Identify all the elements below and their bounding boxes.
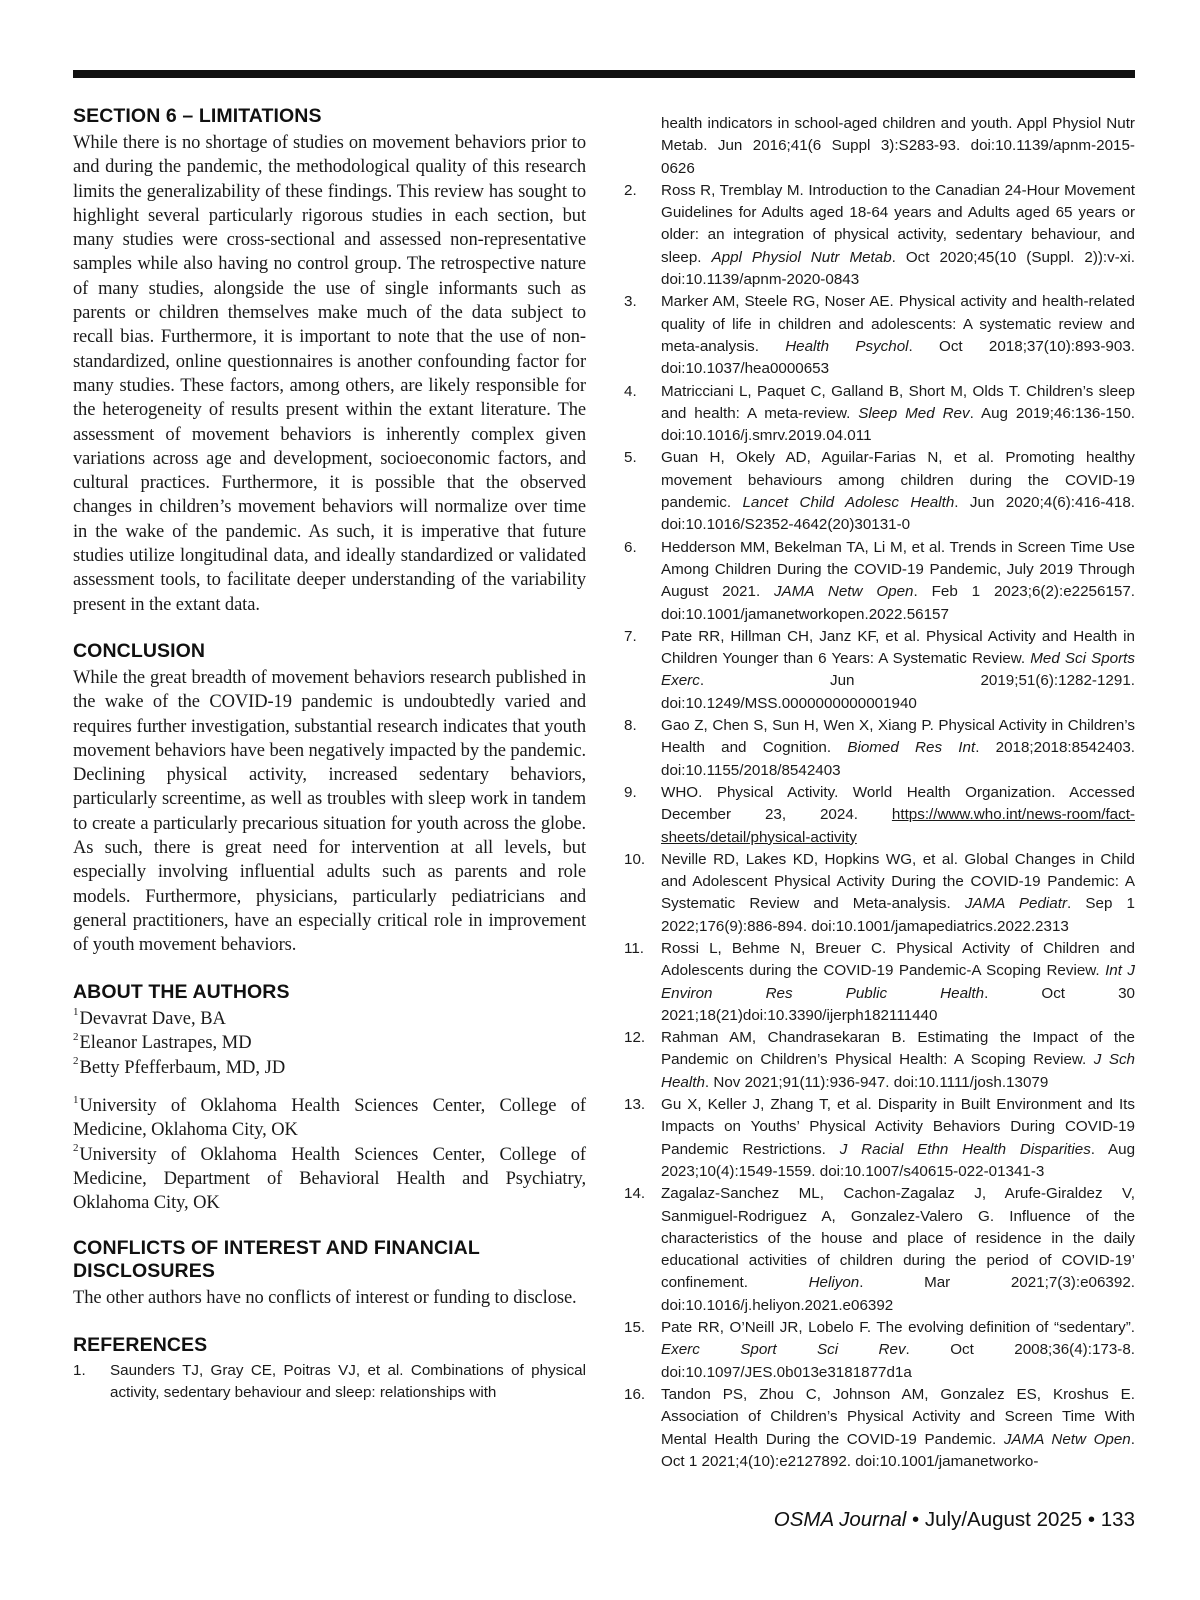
- right-column: [624, 113, 1135, 1473]
- author-2: $^2$Eleanor Lastrapes, MD: [73, 1030, 252, 1053]
- limitations-heading: SECTION 6 – LIMITATIONS: [73, 105, 322, 127]
- footer-bullet: •: [1087, 1508, 1096, 1531]
- reference-item: 7. Pate RR, Hillman CH, Janz KF, et al. Physical Activity and Health in Children Younger than 6 Years: A Systematic Review. Med Sci Sports Exerc. Jun 2019;51(6):1282-1291. doi:10.1249/MSS.0000000000001940: [624, 627, 1135, 712]
- reference-1-continued: health indicators in school-aged children and youth. Appl Physiol Nutr Metab. Jun 2016;41(6 Suppl 3):S283-93. doi:10.1139/apnm-2015-0626: [661, 115, 1135, 177]
- reference-item: 15. Pate RR, O’Neill JR, Lobelo F. The evolving definition of “sedentary”. Exerc Sport Sci Rev. Oct 2008;36(4):173-8. doi:10.1097/JES.0b013e3181877d1a: [624, 1319, 1136, 1381]
- reference-item: 12. Rahman AM, Chandrasekaran B. Estimating the Impact of the Pandemic on Children’s Physical Health: A Scoping Review. J Sch Health. Nov 2021;91(11):936-947. doi:10.1111/josh.13079: [624, 1029, 1135, 1091]
- reference-list: [624, 180, 1135, 1473]
- conclusion-heading: CONCLUSION: [73, 639, 206, 662]
- reference-link[interactable]: https://www.who.int/news-room/fact-sheets/detail/physical-activity: [661, 806, 1135, 846]
- footer-issue: July/August 2025: [924, 1508, 1083, 1531]
- affiliation-1: $^1$University of Oklahoma Health Sciences Center, College of Medicine, Oklahoma City, OK: [73, 1093, 586, 1141]
- conflicts-heading: CONFLICTS OF INTEREST AND FINANCIAL DISCLOSURES: [73, 1237, 480, 1283]
- reference-item: 4. Matricciani L, Paquet C, Galland B, Short M, Olds T. Children’s sleep and health: A meta-review. Sleep Med Rev. Aug 2019;46:136-150. doi:10.1016/j.smrv.2019.04.011: [624, 382, 1135, 445]
- author-1: $^1$Devavrat Dave, BA: [73, 1006, 226, 1029]
- reference-item: 2. Ross R, Tremblay M. Introduction to the Canadian 24-Hour Movement Guidelines for Adults aged 18-64 years and Adults aged 65 years or older: an integration of physical activity, sedentary behaviour, and sleep. Appl Physiol Nutr Metab. Oct 2020;45(10 (Suppl. 2)):v-xi. doi:10.1139/apnm-2020-0843: [624, 181, 1135, 289]
- reference-1-start: 1. Saunders TJ, Gray CE, Poitras VJ, et al. Combinations of physical activity, sedentary behaviour and sleep: relationships with: [73, 1361, 586, 1402]
- top-rule: [73, 70, 1135, 78]
- reference-item: 9. WHO. Physical Activity. World Health Organization. Accessed December 23, 2024. https://www.who.int/news-room/fact-sheets/detail/physical-activity: [624, 783, 1135, 846]
- limitations-body: While there is no shortage of studies on movement behaviors prior to and during the pandemic, the methodological quality of this research limits the generalizability of these findings. This review has sought to highlight several particularly rigorous studies in each section, but many studies were cross-sectional and assessed non-representative samples while also having no control group. The retrospective nature of many studies, alongside the use of single informants such as parents or children themselves make much of the data subject to recall bias. Furthermore, it is important to note that the use of non-standardized, online questionnaires is another confounding factor for many studies. These factors, among others, are likely responsible for the heterogeneity of results present within the extant literature. The assessment of movement behaviors is inherently complex given variations across age and development, socioeconomic factors, and cultural practices. Furthermore, it is possible that the observed changes in children’s movement behaviors will normalize over time in the wake of the pandemic. As such, it is imperative that future studies utilize longitudinal data, and ideally standardized or validated assessment tools, to facilitate deeper understanding of the variability present in the extant data.: [73, 133, 586, 615]
- conflicts-body: The other authors have no conflicts of interest or funding to disclose.: [73, 1288, 577, 1309]
- reference-item: 16. Tandon PS, Zhou C, Johnson AM, Gonzalez ES, Kroshus E. Association of Children’s Physical Activity and Screen Time With Mental Health During the COVID-19 Pandemic. JAMA Netw Open. Oct 1 2021;4(10):e2127892. doi:10.1001/jamanetworko-: [624, 1385, 1135, 1470]
- reference-item: 3. Marker AM, Steele RG, Noser AE. Physical activity and health-related quality of life in children and adolescents: A systematic review and meta-analysis. Health Psychol. Oct 2018;37(10):893-903. doi:10.1037/hea0000653: [624, 293, 1135, 378]
- reference-item: 14. Zagalaz-Sanchez ML, Cachon-Zagalaz J, Arufe-Giraldez V, Sanmiguel-Rodriguez A, Gonzalez-Valero G. Influence of the characteristics of the house and place of residence in the daily educational activities of children during the period of COVID-19’ confinement. Heliyon. Mar 2021;7(3):e06392. doi:10.1016/j.heliyon.2021.e06392: [624, 1185, 1135, 1314]
- left-column: [73, 104, 586, 1404]
- conclusion-body: While the great breadth of movement behaviors research published in the wake of the COVID-19 pandemic is undoubtedly varied and requires further investigation, substantial research indicates that youth movement behaviors have been negatively impacted by the pandemic. Declining physical activity, increased sedentary behaviors, particularly screentime, as well as troubles with sleep work in tandem to create a particularly precarious situation for youth across the globe. As such, there is great need for intervention at all levels, but especially involving influential adults such as parents and role models. Furthermore, physicians, particularly pediatricians and general practitioners, have an especially critical role in improvement of youth movement behaviors.: [73, 667, 586, 956]
- reference-item: 8. Gao Z, Chen S, Sun H, Wen X, Xiang P. Physical Activity in Children’s Health and Cognition. Biomed Res Int. 2018;2018:8542403. doi:10.1155/2018/8542403: [624, 717, 1135, 779]
- authors-heading: ABOUT THE AUTHORS: [73, 980, 290, 1003]
- affiliation-2: $^2$University of Oklahoma Health Sciences Center, College of Medicine, Department of Behavioral Health and Psychiatry, Oklahoma City, OK: [73, 1142, 586, 1214]
- page-number: 133: [1100, 1508, 1135, 1531]
- footer-bullet: •: [912, 1508, 920, 1531]
- footer-journal: OSMA Journal: [773, 1508, 907, 1531]
- reference-item: 6. Hedderson MM, Bekelman TA, Li M, et al. Trends in Screen Time Use Among Children During the COVID-19 Pandemic, July 2019 Through August 2021. JAMA Netw Open. Feb 1 2023;6(2):e2256157. doi:10.1001/jamanetworkopen.2022.56157: [624, 538, 1135, 623]
- page-footer: [774, 1508, 1135, 1532]
- reference-item: 13. Gu X, Keller J, Zhang T, et al. Disparity in Built Environment and Its Impacts on Youths’ Physical Activity Behaviors During COVID-19 Pandemic Restrictions. J Racial Ethn Health Disparities. Aug 2023;10(4):1549-1559. doi:10.1007/s40615-022-01341-3: [624, 1096, 1136, 1180]
- author-3: $^2$Betty Pfefferbaum, MD, JD: [73, 1055, 286, 1078]
- reference-item: 10. Neville RD, Lakes KD, Hopkins WG, et al. Global Changes in Child and Adolescent Physical Activity During the COVID-19 Pandemic: A Systematic Review and Meta-analysis. JAMA Pediatr. Sep 1 2022;176(9):886-894. doi:10.1001/jamapediatrics.2022.2313: [624, 850, 1135, 935]
- reference-item: 11. Rossi L, Behme N, Breuer C. Physical Activity of Children and Adolescents during the COVID-19 Pandemic-A Scoping Review. Int J Environ Res Public Health. Oct 30 2021;18(21)doi:10.3390/ijerph182111440: [624, 939, 1135, 1024]
- reference-item: 5. Guan H, Okely AD, Aguilar-Farias N, et al. Promoting healthy movement behaviours among children during the COVID-19 pandemic. Lancet Child Adolesc Health. Jun 2020;4(6):416-418. doi:10.1016/S2352-4642(20)30131-0: [624, 449, 1135, 534]
- references-heading: REFERENCES: [73, 1333, 208, 1356]
